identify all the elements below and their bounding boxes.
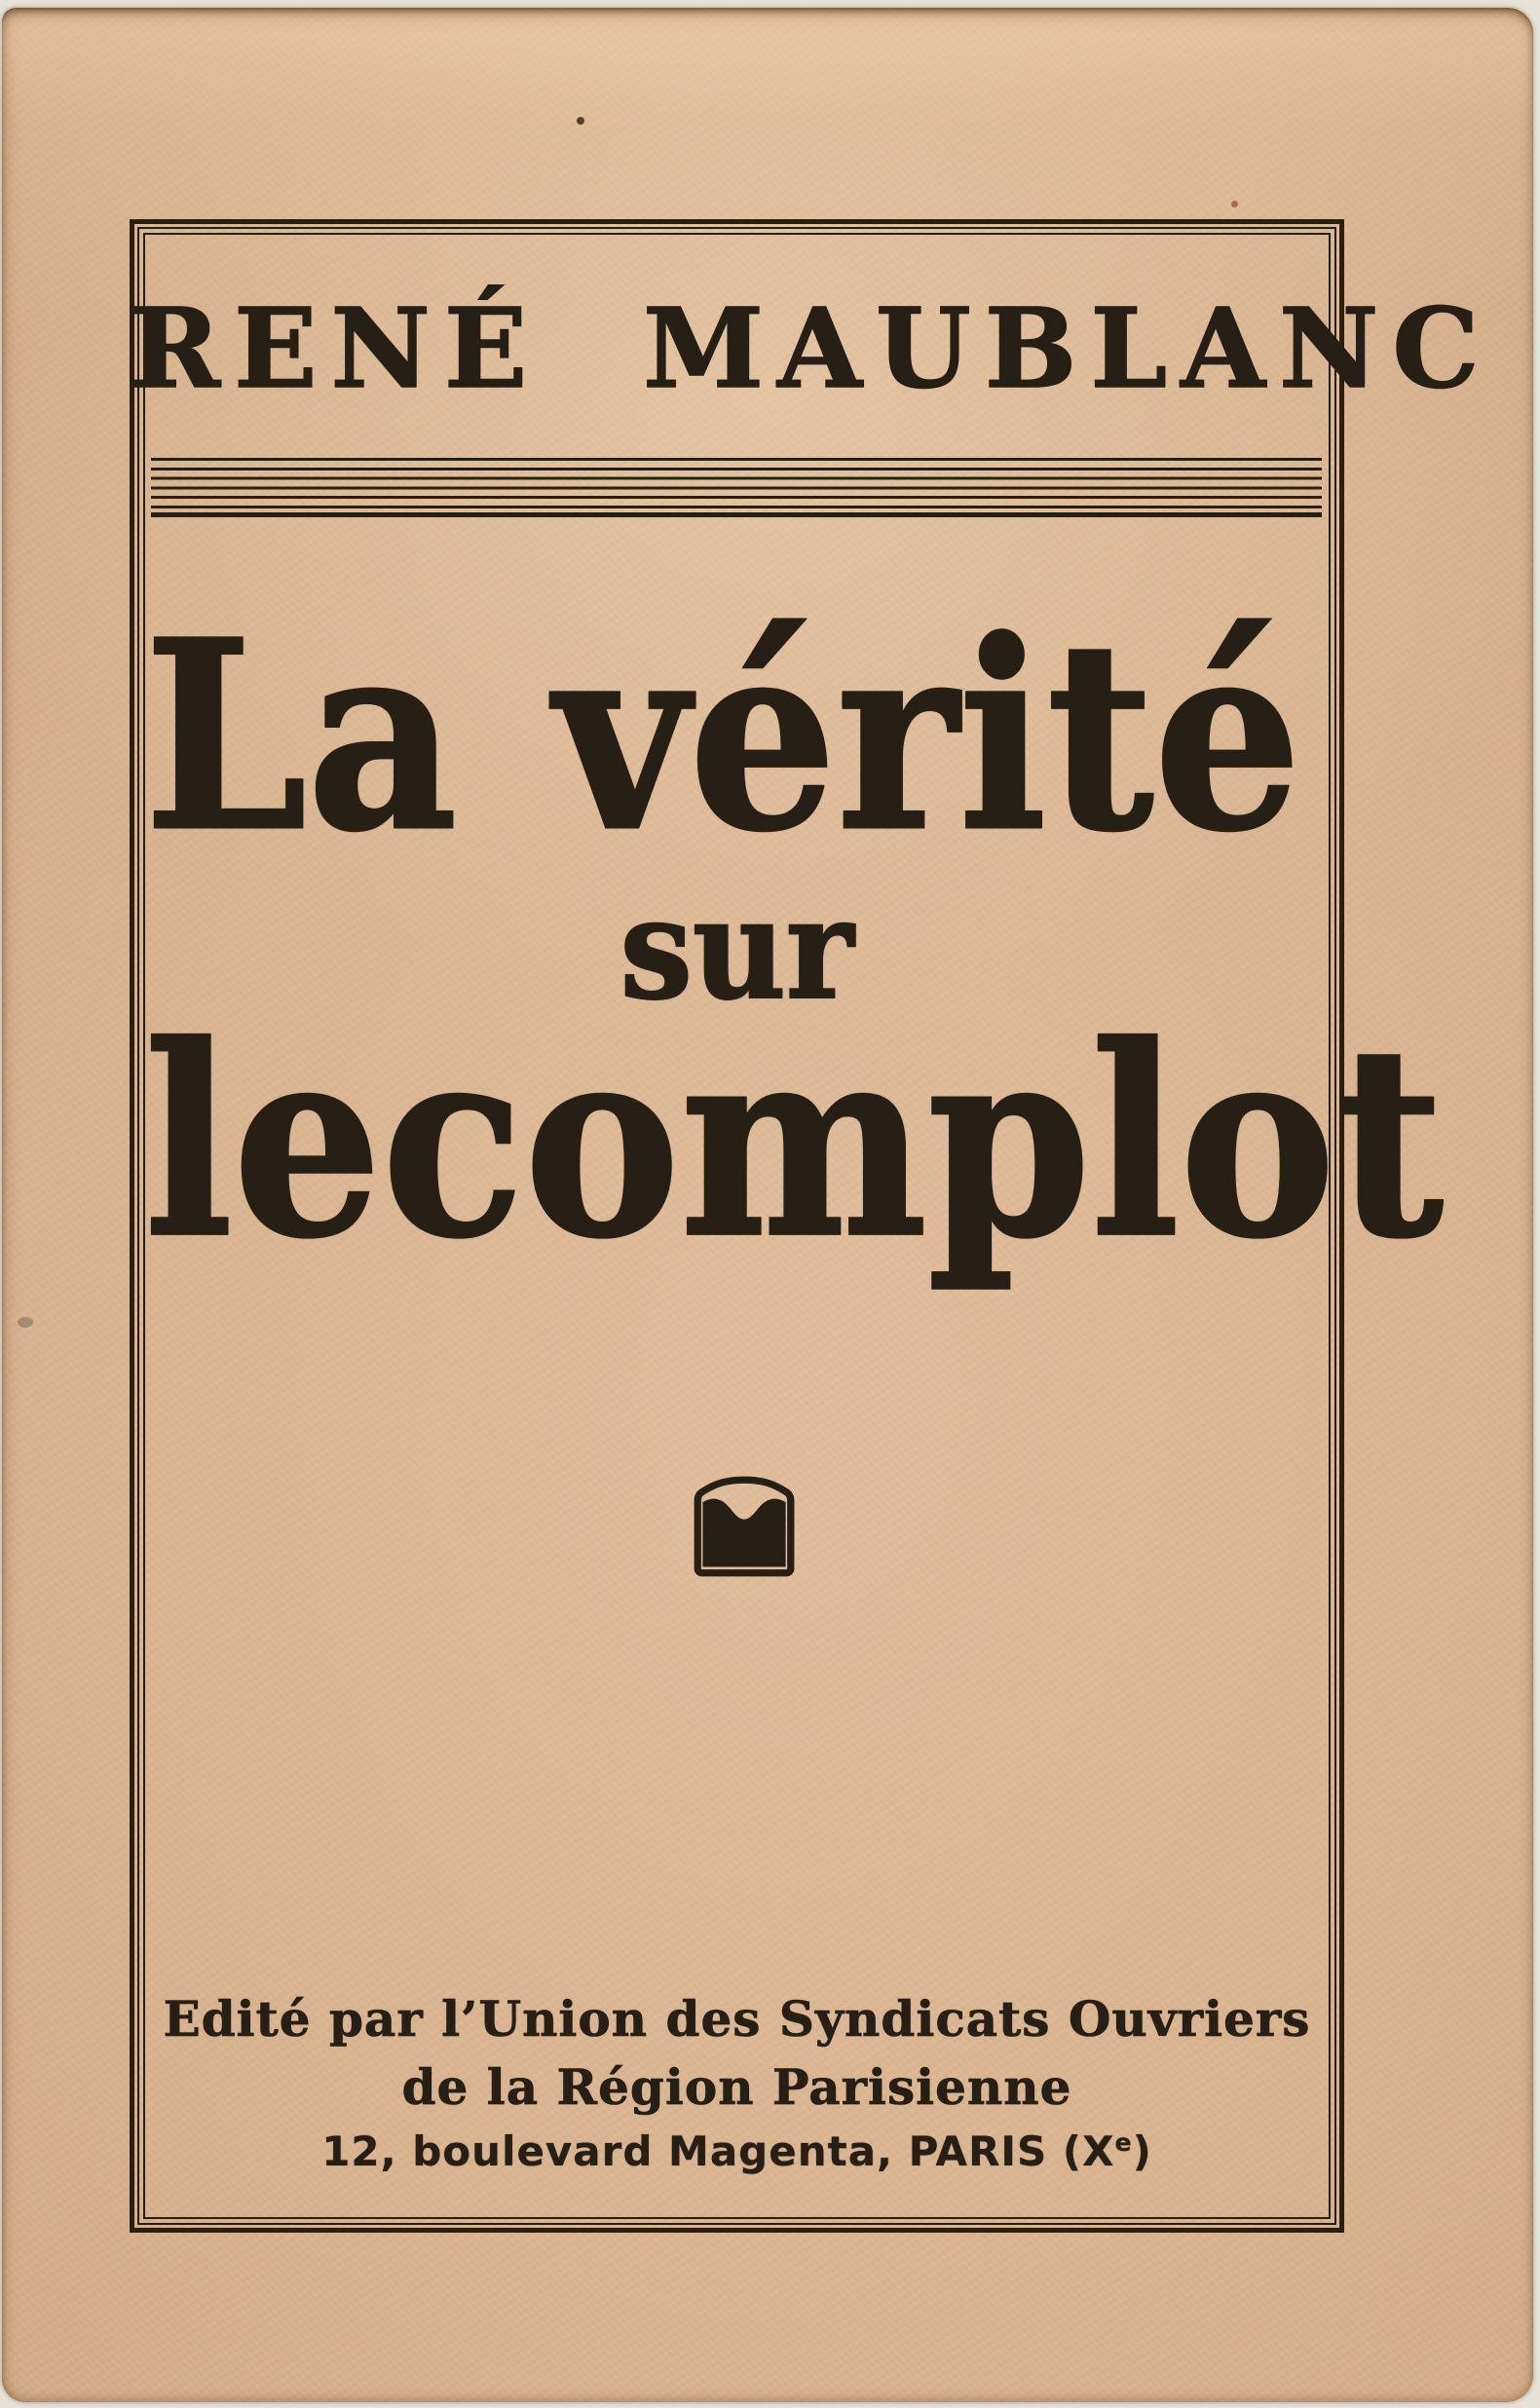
imprint-block	[130, 1985, 1344, 2179]
imprint-address: 12, boulevard Magenta, PARIS (X	[321, 2127, 1115, 2175]
book-cover-page	[2, 8, 1533, 2402]
horizontal-rules-ornament	[151, 458, 1322, 517]
imprint-line-1: Edité par l’Union des Syndicats Ouvriers	[163, 1990, 1311, 2048]
paper-speck	[577, 117, 584, 125]
imprint-address-superscript: e	[1114, 2128, 1133, 2157]
title-line-3	[144, 988, 1444, 1297]
title-word-le: le	[144, 988, 382, 1297]
title-word-la: La	[144, 584, 458, 889]
imprint-line-3	[130, 2126, 1344, 2179]
imprint-line-2: de la Région Parisienne	[401, 2058, 1072, 2116]
paper-speck	[18, 1317, 33, 1328]
author-name: RENÉ MAUBLANC	[130, 285, 1493, 413]
title-line-1	[144, 584, 1301, 889]
imprint-address-close: )	[1132, 2127, 1152, 2175]
open-book-ornament-icon	[692, 1474, 797, 1579]
title-word-verite: vérité	[554, 584, 1301, 889]
title-word-complot: complot	[381, 988, 1444, 1297]
title-line-2: sur	[620, 868, 854, 1032]
paper-speck	[1231, 201, 1238, 207]
